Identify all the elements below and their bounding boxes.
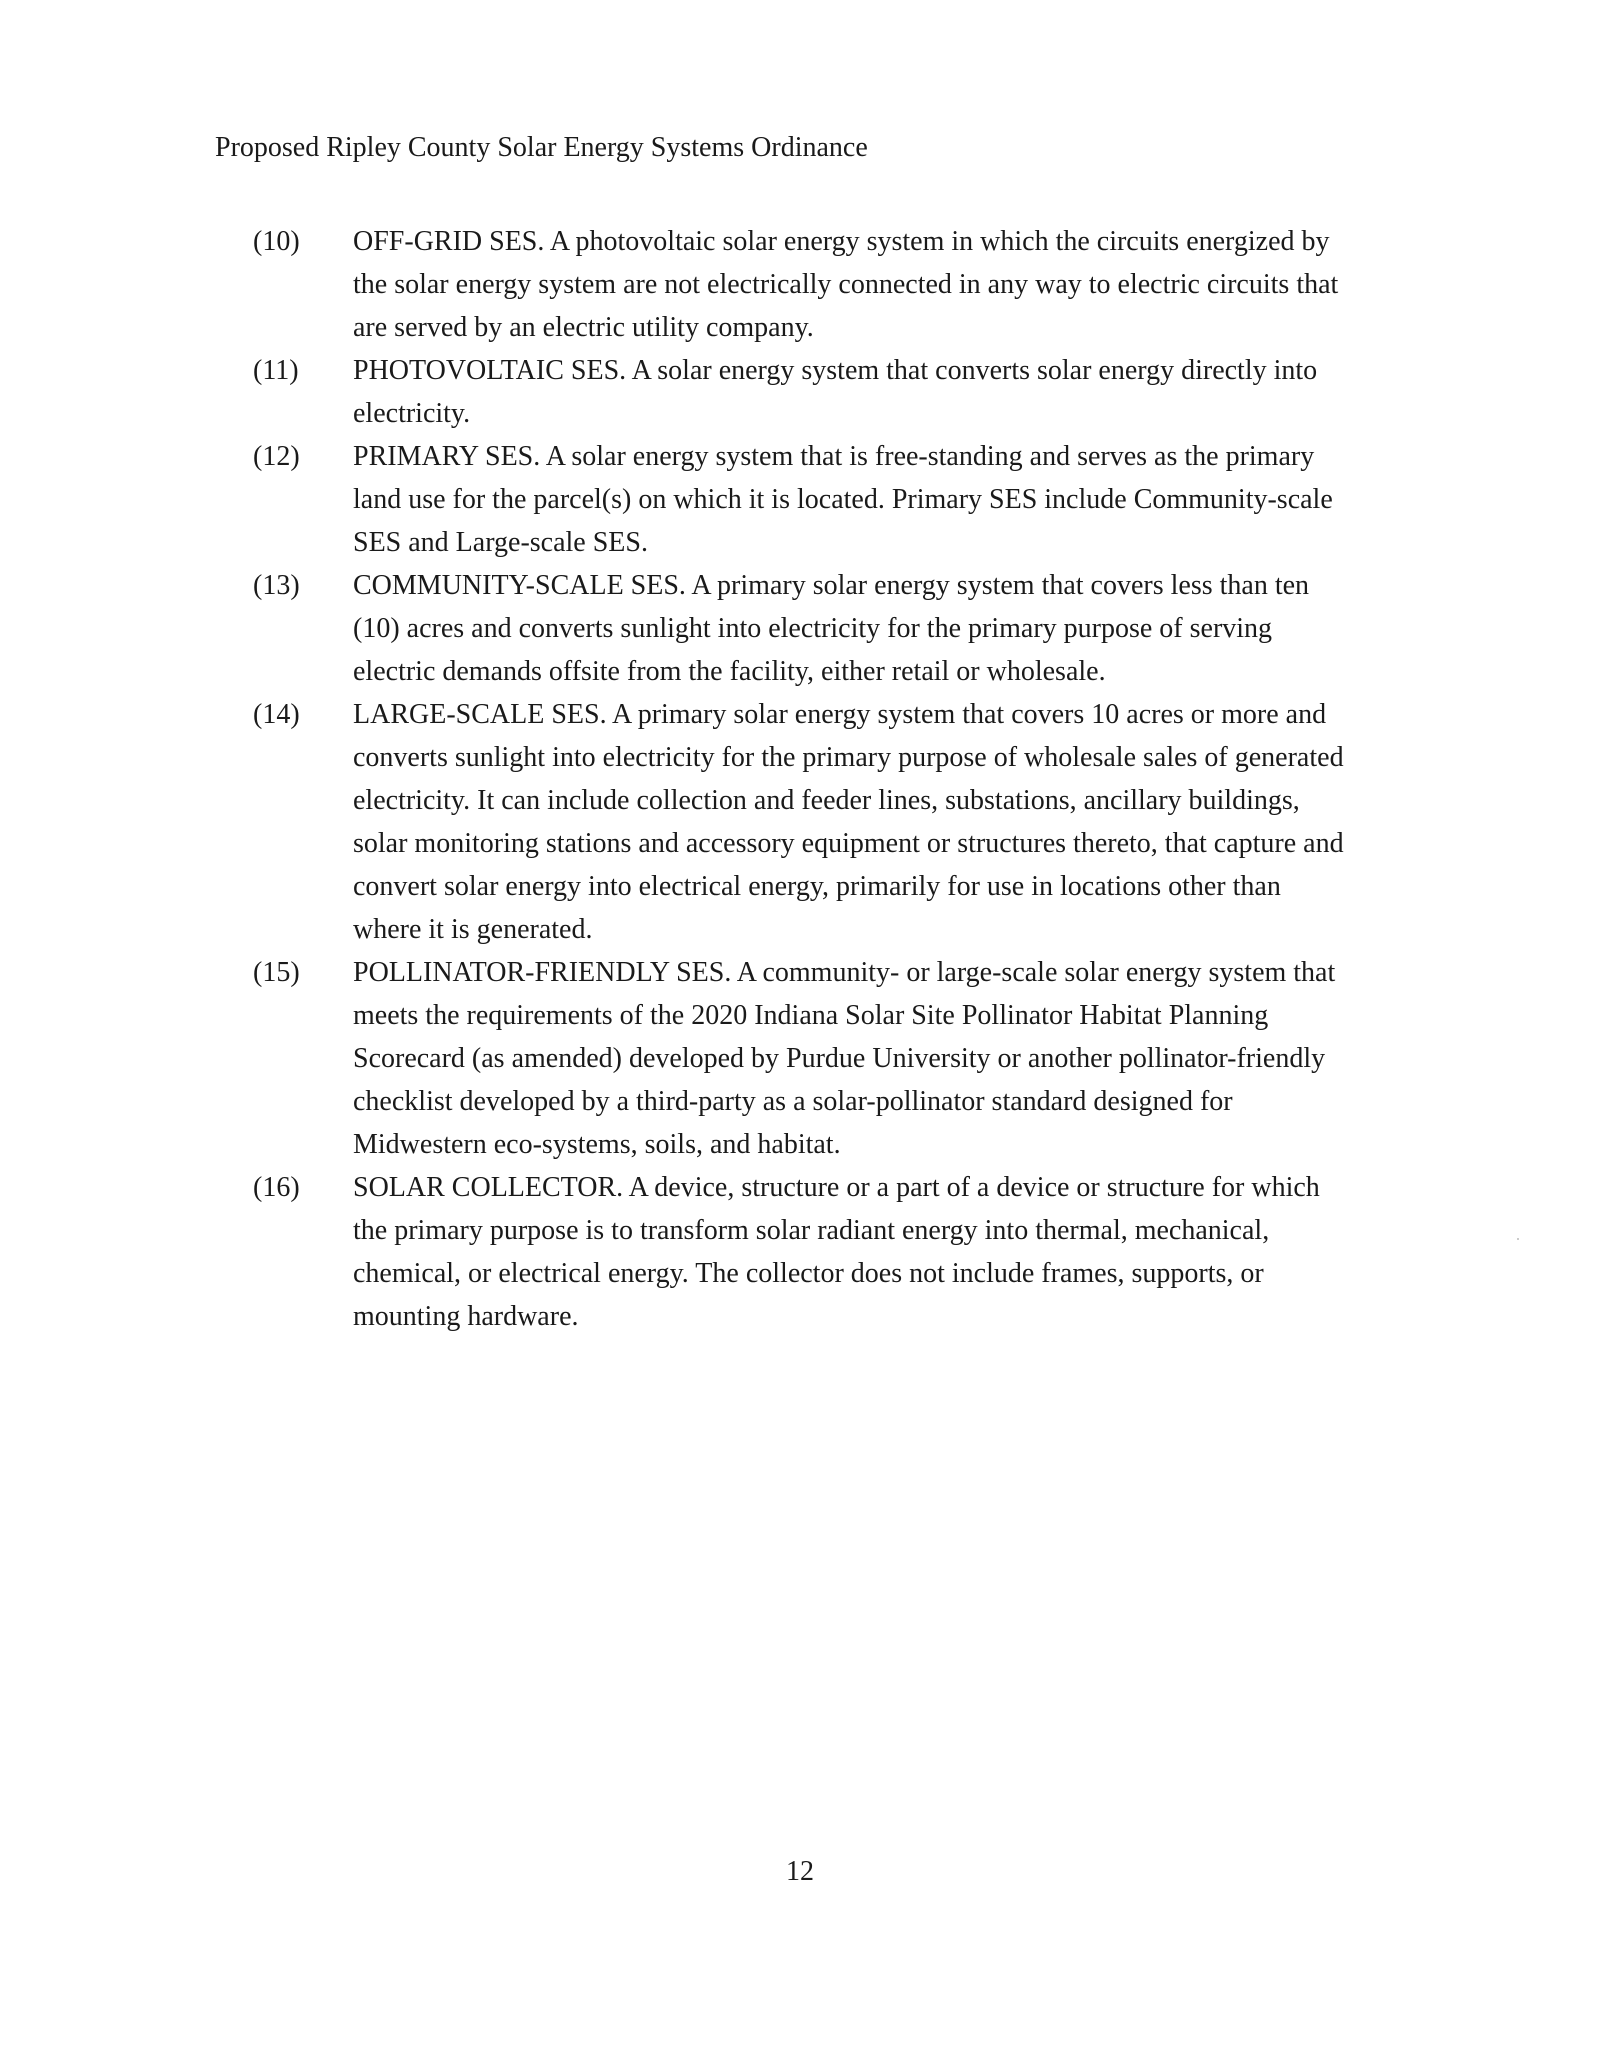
page-number: 12 <box>786 1856 814 1887</box>
definition-number: (10) <box>253 226 300 257</box>
document-header: Proposed Ripley County Solar Energy Systems Ordinance <box>215 132 868 163</box>
definition-number: (16) <box>253 1172 300 1203</box>
definition-item-12 <box>253 435 1393 564</box>
definition-item-11 <box>253 349 1393 435</box>
definition-text: OFF-GRID SES. A photovoltaic solar energy system in which the circuits energized by the solar energy system are not electrically connected in any way to electric circuits that are served by an electric utility company. <box>353 226 1339 343</box>
definition-item-16 <box>253 1166 1393 1338</box>
definition-text: PHOTOVOLTAIC SES. A solar energy system that converts solar energy directly into electricity. <box>353 355 1318 429</box>
definition-item-13 <box>253 564 1393 693</box>
definition-text: COMMUNITY-SCALE SES. A primary solar energy system that covers less than ten (10) acres and converts sunlight into electricity for the primary purpose of serving electric demands offsite from the facility, either retail or wholesale. <box>353 570 1310 687</box>
definitions-list <box>253 220 1393 1338</box>
definition-item-10 <box>253 220 1393 349</box>
definition-number: (14) <box>253 699 300 730</box>
definition-item-15 <box>253 951 1393 1166</box>
definition-number: (12) <box>253 441 300 472</box>
scan-speck <box>1517 1238 1519 1240</box>
definition-number: (13) <box>253 570 300 601</box>
definition-text: SOLAR COLLECTOR. A device, structure or a part of a device or structure for which the primary purpose is to transform solar radiant energy into thermal, mechanical, chemical, or electrical energy. The collector does not include frames, supports, or mounting hardware. <box>353 1172 1320 1332</box>
definition-number: (11) <box>253 355 299 386</box>
definition-text: LARGE-SCALE SES. A primary solar energy system that covers 10 acres or more and converts sunlight into electricity for the primary purpose of wholesale sales of generated electricity. It can include collection and feeder lines, substations, ancillary buildings, solar monitoring stations and accessory equipment or structures thereto, that capture and convert solar energy into electrical energy, primarily for use in locations other than where it is generated. <box>353 699 1344 945</box>
definition-text: PRIMARY SES. A solar energy system that is free-standing and serves as the primary land use for the parcel(s) on which it is located. Primary SES include Community-scale SES and Large-scale SES. <box>353 441 1333 558</box>
definition-number: (15) <box>253 957 300 988</box>
definition-item-14 <box>253 693 1393 951</box>
definition-text: POLLINATOR-FRIENDLY SES. A community- or large-scale solar energy system that meets the requirements of the 2020 Indiana Solar Site Pollinator Habitat Planning Scorecard (as amended) developed by Purdue University or another pollinator-friendly checklist developed by a third-party as a solar-pollinator standard designed for Midwestern eco-systems, soils, and habitat. <box>353 957 1336 1160</box>
